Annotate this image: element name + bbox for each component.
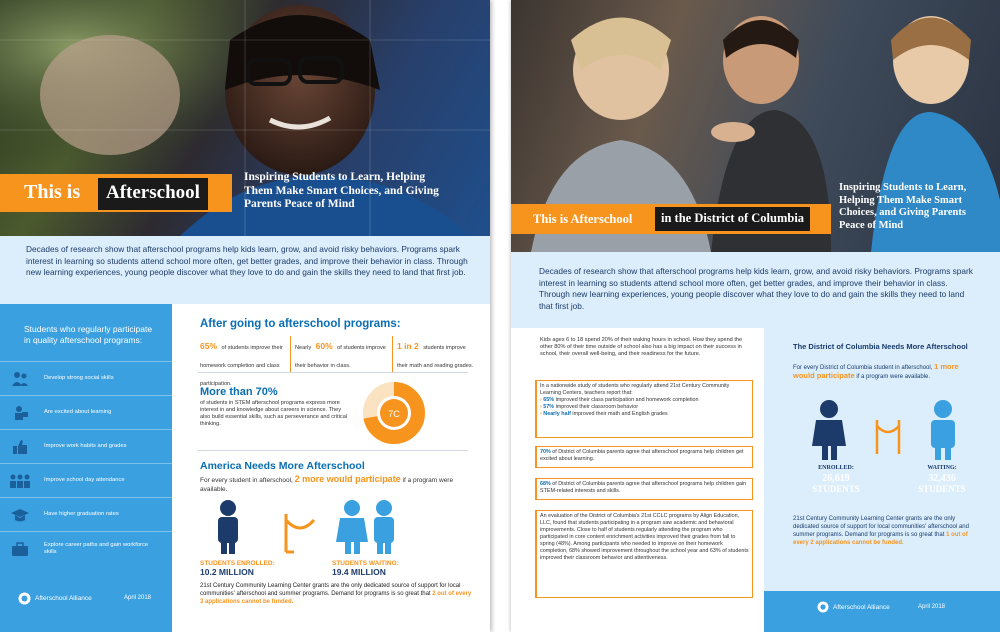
sidebar-item-careers [0, 531, 172, 565]
sidebar-item-label: Explore career paths and gain workforce skills [44, 541, 149, 555]
sidebar-item-work-habits [0, 429, 172, 463]
sidebar-item-social-skills [0, 361, 172, 395]
waiting-label: WAITING: [927, 465, 957, 471]
sidebar-item-label: Have higher graduation rates [44, 511, 119, 517]
intro-paragraph: Decades of research show that afterschool programs help kids learn, grow, and avoid risky behaviors. Programs spark interest in learning so students attend school more often, get better grades, and improve their behavior in class. Through new learning experiences, young people discover what they love to do and gain the skills they need to land that first job. [0, 236, 490, 304]
waiting-value: 32,436 [928, 473, 956, 484]
needs-lead-2: if a program were available. [856, 374, 931, 380]
sidebar-item-attendance [0, 463, 172, 497]
america-lead [200, 475, 468, 494]
stem-donut-chart [362, 381, 426, 445]
sidebar-item-label: Improve work habits and grades [44, 443, 127, 449]
study-bullet-text: improved their math and English grades [572, 411, 668, 417]
stat-text: students improve their math and reading grades. [397, 345, 474, 369]
enrolled-label: STUDENTS ENROLLED: [200, 560, 275, 567]
footer-logo-text: Afterschool Alliance [35, 595, 92, 602]
parents-learning-highlight: 70% [540, 449, 551, 455]
study-bullet: › 57% improved their classroom behavior [540, 404, 638, 410]
stem-text: of students in STEM afterschool programs express more interest in and knowledge about careers in science. They also build essential skills, such as perseverance and critical thinking. [200, 400, 348, 427]
stat-value: 65% [200, 341, 218, 351]
stat-text: of students improve their behavior in class. [295, 345, 386, 369]
waking-hours-text: Kids ages 6 to 18 spend 20% of their waking hours in school. How they spend the other 80% of their time outside of school also has a big impact on their success in school, their overall well-being, and their readiness for the future. [540, 337, 743, 357]
evaluation-text: An evaluation of the District of Columbia's 21st CCLC programs by Align Education, LLC, found that students participating in a program saw academic and behavioral improvements. Close to half of students regularly attending the program who participated in core content enrichment activities improved their grades from fall to spring (48%). Among participants who needed to improve on their homework completion, 68% showed improvement throughout the school year and 63% of students improved their classroom behavior and attentiveness. [540, 513, 749, 561]
footer-date: April 2018 [124, 595, 152, 601]
study-bullet: › Nearly half improved their math and English grades [540, 411, 668, 417]
stat-value: 60% [315, 341, 333, 351]
stat-prefix: Nearly [295, 345, 312, 351]
america-infographic [204, 498, 434, 558]
needs-lead [793, 363, 969, 381]
study-bullet-highlight: 65% [543, 397, 555, 403]
study-bullet: › 65% improved their class participation and homework completion [540, 397, 699, 403]
enrolled-value: 26,619 [822, 473, 850, 484]
america-heading: America Needs More Afterschool [200, 460, 365, 472]
thumbs-up-icon [0, 439, 40, 455]
title-part2: Afterschool [98, 178, 208, 210]
parents-learning-text: of District of Columbia parents agree that afterschool programs help children get excited about learning. [540, 449, 744, 462]
rope-barrier-icon [877, 420, 899, 454]
enrolled-student-icon [218, 500, 238, 554]
america-footnote [200, 582, 472, 606]
sidebar-item-label: Develop strong social skills [44, 375, 114, 381]
stat-value: 1 in 2 [397, 341, 419, 351]
sidebar-item-learning [0, 395, 172, 429]
footer-logo [18, 592, 92, 605]
america-lead-highlight: 2 more would participate [294, 474, 401, 484]
stat-homework [198, 336, 284, 390]
enrolled-unit: STUDENTS [812, 484, 860, 494]
waiting-value: 19.4 MILLION [332, 567, 386, 577]
sidebar-item-label: Are excited about learning [44, 409, 112, 415]
waiting-label: STUDENTS WAITING: [332, 560, 399, 567]
footer-date: April 2018 [918, 604, 946, 610]
evaluation-box [535, 510, 753, 598]
after-heading: After going to afterschool programs: [200, 318, 401, 330]
parents-learning-box [535, 446, 753, 468]
stat-text: of students improve their homework completion and class participation. [200, 345, 283, 387]
rope-barrier-icon [286, 514, 314, 552]
page-left [0, 0, 490, 632]
intro-paragraph: Decades of research show that afterschool programs help kids learn, grow, and avoid risky behaviors. Programs spark interest in learning so students attend school more often, get better grades, and improve their behavior in class. Through new learning experiences, young people discover what they love to do and gain the skills they need to land that first job. [511, 252, 1000, 328]
stat-grades [392, 336, 478, 372]
stem-heading: More than 70% [200, 386, 278, 398]
needs-heading: The District of Columbia Needs More Afterschool [793, 342, 968, 351]
study-bullet-text: improved their classroom behavior [555, 404, 638, 410]
briefcase-icon [0, 541, 40, 557]
waiting-student-icon [374, 500, 394, 554]
study-bullet-text: improved their class participation and homework completion [555, 397, 699, 403]
needs-footnote-highlight: 1 out of every 2 applications cannot be funded. [793, 532, 968, 546]
needs-footnote-text: 21st Century Community Learning Center grants are the only dedicated source of support for local communities' afterschool and summer programs. Demand for programs is so great that [793, 516, 969, 538]
study-bullet-highlight: 57% [543, 404, 555, 410]
page-right [511, 0, 1000, 632]
footer-logo [817, 601, 890, 613]
tagline: Inspiring Students to Learn, Helping Them Make Smart Choices, and Giving Parents Peace of Mind [839, 182, 967, 231]
enrolled-student-icon [812, 400, 846, 460]
graduation-cap-icon [0, 507, 40, 523]
footer-logo-text: Afterschool Alliance [833, 603, 890, 611]
donut-label: 7C [388, 409, 400, 419]
enrolled-value: 10.2 MILLION [200, 567, 254, 577]
divider [198, 372, 468, 373]
title-part2: in the District of Columbia [655, 207, 810, 231]
group-icon [0, 473, 40, 489]
america-footnote-highlight: 2 out of every 3 applications cannot be funded. [200, 591, 472, 605]
waiting-student-icon [931, 400, 955, 460]
study-bullet-highlight: Nearly half [543, 411, 571, 417]
waiting-student-icon [336, 500, 368, 554]
title-part1: This is [24, 181, 81, 203]
parents-stem-highlight: 68% [540, 481, 551, 487]
needs-infographic [803, 398, 973, 464]
sidebar-heading: Students who regularly participate in quality afterschool programs: [24, 324, 153, 345]
afterschool-alliance-logo-icon [18, 592, 31, 605]
parents-stem-text: of District of Columbia parents agree that afterschool programs help children gain STEM-related interests and skills. [540, 481, 747, 494]
afterschool-alliance-logo-icon [817, 601, 829, 613]
study-box [535, 380, 753, 438]
tagline: Inspiring Students to Learn, Helping Them Make Smart Choices, and Giving Parents Peace of Mind [244, 171, 439, 210]
divider [198, 450, 468, 451]
needs-lead-1: For every District of Columbia student in afterschool, [793, 365, 933, 371]
enrolled-label: ENROLLED: [818, 465, 854, 471]
parents-stem-box [535, 478, 753, 500]
waiting-unit: STUDENTS [918, 484, 966, 494]
needs-lead-highlight: 1 more would participate [793, 362, 959, 380]
title-part1: This is Afterschool [533, 212, 633, 226]
sidebar-item-graduation [0, 497, 172, 531]
stat-behavior [290, 336, 386, 372]
sidebar-item-label: Improve school day attendance [44, 477, 125, 483]
needs-footnote [793, 515, 977, 547]
people-icon [0, 371, 40, 387]
america-lead-2: if a program were available. [200, 477, 454, 493]
study-lead: In a nationwide study of students who regularly attend 21st Century Community Learning Centers, teachers report that: [540, 383, 730, 396]
america-footnote-text: 21st Century Community Learning Center grants are the only dedicated source of support for local communities' afterschool and summer programs. Demand for programs is so great that [200, 583, 461, 597]
america-lead-1: For every student in afterschool, [200, 477, 293, 484]
reader-icon [0, 405, 40, 421]
